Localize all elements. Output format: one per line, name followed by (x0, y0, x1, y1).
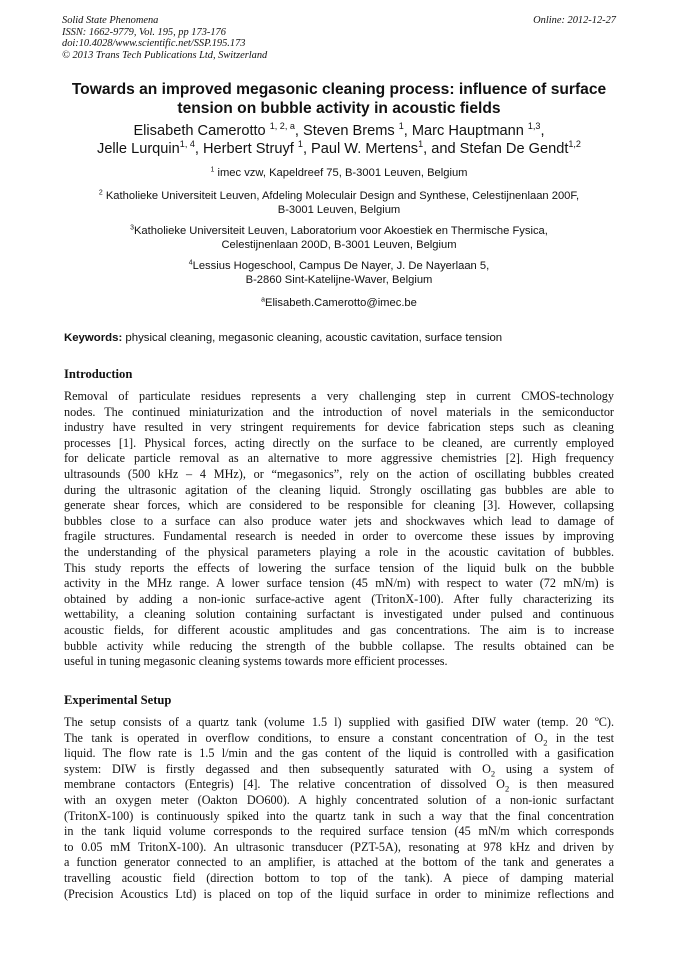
text-line: obtained by adding a non-ionic surface-active agent (TritonX-100). After fully characterizing its (64, 591, 614, 606)
keywords-text: physical cleaning, megasonic cleaning, acoustic cavitation, surface tension (125, 332, 503, 344)
copyright-line: © 2013 Trans Tech Publications Ltd, Switzerland (62, 49, 268, 61)
text-line: wettability, a cleaning solution containing surfactant is investigated under pulsed and continuous (64, 607, 614, 622)
author-affiliation-mark: 1 (418, 139, 424, 150)
author-affiliation-mark: 1 (297, 139, 303, 150)
corresponding-email (40, 296, 638, 310)
author-affiliation-mark: 1, 2, a (269, 121, 295, 132)
doi-line: doi:10.4028/www.scientific.net/SSP.195.173 (62, 38, 246, 50)
text-line: fragile structures. Fundamental research is needed in order to overcome these issues by improving (64, 529, 614, 544)
text-segment: in the test (547, 730, 615, 745)
text-line: (TritonX-100) is continuously spiked into the quartz tank in such a way that the final concentration (64, 808, 614, 823)
text-line: Removal of particulate residues represents a very challenging step in current CMOS-technology (64, 389, 614, 403)
author-affiliation-mark: 1 (398, 121, 404, 132)
affiliation-text: Katholieke Universiteit Leuven, Afdeling Moleculair Design and Synthese, Celestijnenlaan 200F, (105, 190, 580, 202)
text-line (64, 777, 614, 793)
text-line: to 0.05 mM TritonX-100). An ultrasonic transducer (PZT-5A), resonating at 978 kHz and driven by (64, 839, 614, 854)
text-line (64, 762, 614, 778)
text-segment: system: DIW is firstly degassed and then subsequently saturated with O (64, 761, 491, 776)
author-name: Paul W. Mertens (311, 141, 419, 157)
affiliation-line: Celestijnenlaan 200D, B-3001 Leuven, Belgium (221, 239, 457, 252)
email-address: Elisabeth.Camerotto@imec.be (264, 297, 417, 309)
affiliation-mark: 4 (188, 259, 193, 267)
author-list (50, 122, 628, 158)
keywords (64, 331, 624, 345)
affiliation-mark: 2 (98, 189, 103, 197)
text-line: processes [1]. Physical forces, acting directly on the surface to be cleaned, are currently employed (64, 435, 614, 450)
text-line: acoustic fields, for different acoustic amplitudes and gas concentrations. The aim is to increase (64, 622, 614, 637)
affiliation-3 (40, 224, 638, 253)
affiliation-mark: 1 (210, 166, 215, 174)
affiliation-text: Katholieke Universiteit Leuven, Laboratorium voor Akoestiek en Thermische Fysica, (133, 225, 548, 237)
journal-header (62, 15, 616, 61)
text-line: liquid. The flow rate is 1.5 l/min and the gas content of the liquid is controlled with a gasification (64, 746, 614, 761)
author-line: Elisabeth Camerotto $^{1, 2, a}$, Steven Brems $^1$, Marc Hauptmann $^{1,3}$, (133, 121, 545, 139)
issn-line: ISSN: 1662-9779, Vol. 195, pp 173-176 (62, 26, 226, 38)
text-line: bubble activity while reducing the strength of the bubble collapse. The results obtained can be (64, 638, 614, 653)
text-line: industry have resulted in very stringent requirements for device fabrication steps such as cleaning (64, 420, 614, 435)
author-line: Jelle Lurquin$^{1, 4}$, Herbert Struyf $^1$, Paul W. Mertens$^1$, and Stefan De Gendt$^{1,2}$ (97, 139, 581, 157)
affiliation-line: B-3001 Leuven, Belgium (277, 204, 401, 217)
section-heading-experimental-setup: Experimental Setup (64, 693, 172, 707)
text-segment: membrane contactors (Entegris) [4]. The relative concentration of dissolved O (64, 777, 505, 792)
online-date: Online: 2012-12-27 (533, 15, 616, 26)
text-segment: is then measured (509, 777, 615, 792)
text-segment: The tank is operated in overflow conditions, to ensure a constant concentration of O (64, 730, 544, 745)
text-segment: using a system of (495, 761, 614, 776)
text-line: for delicate particle removal as an alternative to more aggressive chemistries [2]. High frequency (64, 451, 614, 466)
affiliation-line (40, 224, 638, 238)
author-affiliation-mark: 1,2 (568, 139, 581, 150)
author-name: Elisabeth Camerotto (133, 123, 266, 139)
subscript: 2 (490, 768, 496, 779)
author-name: and Stefan De Gendt (431, 141, 569, 157)
text-line: during the ultrasonic agitation of the cleaning liquid. Strongly oscillating gas bubbles are able to (64, 482, 614, 497)
affiliation-text: imec vzw, Kapeldreef 75, B-3001 Leuven, Belgium (217, 167, 468, 179)
text-line: (Precision Acoustics Ltd) is placed on top of the liquid surface in order to minimize reflections and (64, 886, 614, 901)
affiliation-text: Lessius Hogeschool, Campus De Nayer, J. De Nayerlaan 5, (192, 260, 490, 272)
text-line: with an oxygen meter (Oakton DO600). A highly concentrated solution of a non-ionic surfactant (64, 792, 614, 807)
keywords-label: Keywords: (64, 332, 123, 344)
subscript: 2 (504, 783, 510, 794)
affiliation-4 (40, 259, 638, 288)
affiliation-mark: 3 (130, 224, 134, 232)
introduction-paragraph (64, 389, 614, 670)
text-line: travelling acoustic field (direction bottom to top of the tank). A piece of damping material (64, 870, 614, 885)
text-line: activity in the MHz range. A lower surface tension (45 mN/m) with respect to water (72 mN/m) is (64, 576, 614, 591)
section-heading-introduction: Introduction (64, 367, 133, 381)
author-name: Jelle Lurquin (97, 141, 180, 157)
author-name: Marc Hauptmann (411, 123, 524, 139)
text-line: generate shear forces, which are considered to be responsible for cleaning [3]. However, collapsing (64, 498, 614, 513)
title-line: Towards an improved megasonic cleaning process: influence of surface (71, 81, 607, 98)
text-line: useful in tuning megasonic cleaning systems towards more efficient processes. (64, 654, 448, 669)
experimental-paragraph (64, 715, 614, 902)
text-line: nodes. The continued miniaturization and the introduction of novel materials in the semiconductor (64, 404, 614, 419)
author-affiliation-mark: 1,3 (527, 121, 541, 132)
affiliation-1 (40, 166, 638, 180)
subscript: 2 (543, 737, 548, 748)
text-line: The setup consists of a quartz tank (volume 1.5 l) supplied with gasified DIW water (temp. 20 ºC). (64, 715, 614, 729)
affiliation-line (40, 259, 638, 273)
affiliation-line (40, 189, 638, 203)
text-line: This study reports the effects of lowering the surface tension of the liquid bulk on the bubble (64, 560, 614, 575)
affiliation-line: B-2860 Sint-Katelijne-Waver, Belgium (245, 274, 433, 287)
paper-title (55, 80, 623, 118)
title-line: tension on bubble activity in acoustic fields (177, 100, 501, 117)
text-line: bubbles close to a surface can also produce water jets and shockwaves which lead to damage of (64, 513, 614, 528)
text-line: a function generator connected to an amplifier, is attached at the bottom of the tank and generates a (64, 855, 614, 870)
text-line: the understanding of the physical parameters playing a role in the acoustic cavitation of bubbles. (64, 544, 614, 559)
text-line (64, 731, 614, 747)
journal-name: Solid State Phenomena (62, 15, 159, 26)
author-affiliation-mark: 1, 4 (179, 139, 195, 150)
email-mark: a (261, 296, 265, 304)
text-line: in the tank liquid volume corresponds to the required surface tension (45 mN/m which corresponds (64, 824, 614, 839)
author-name: Herbert Struyf (202, 141, 294, 157)
text-line: ultrasounds (500 kHz – 4 MHz), or “megasonics”, rely on the action of oscillating bubbles created (64, 466, 614, 481)
affiliation-2 (40, 189, 638, 218)
author-name: Steven Brems (303, 123, 395, 139)
